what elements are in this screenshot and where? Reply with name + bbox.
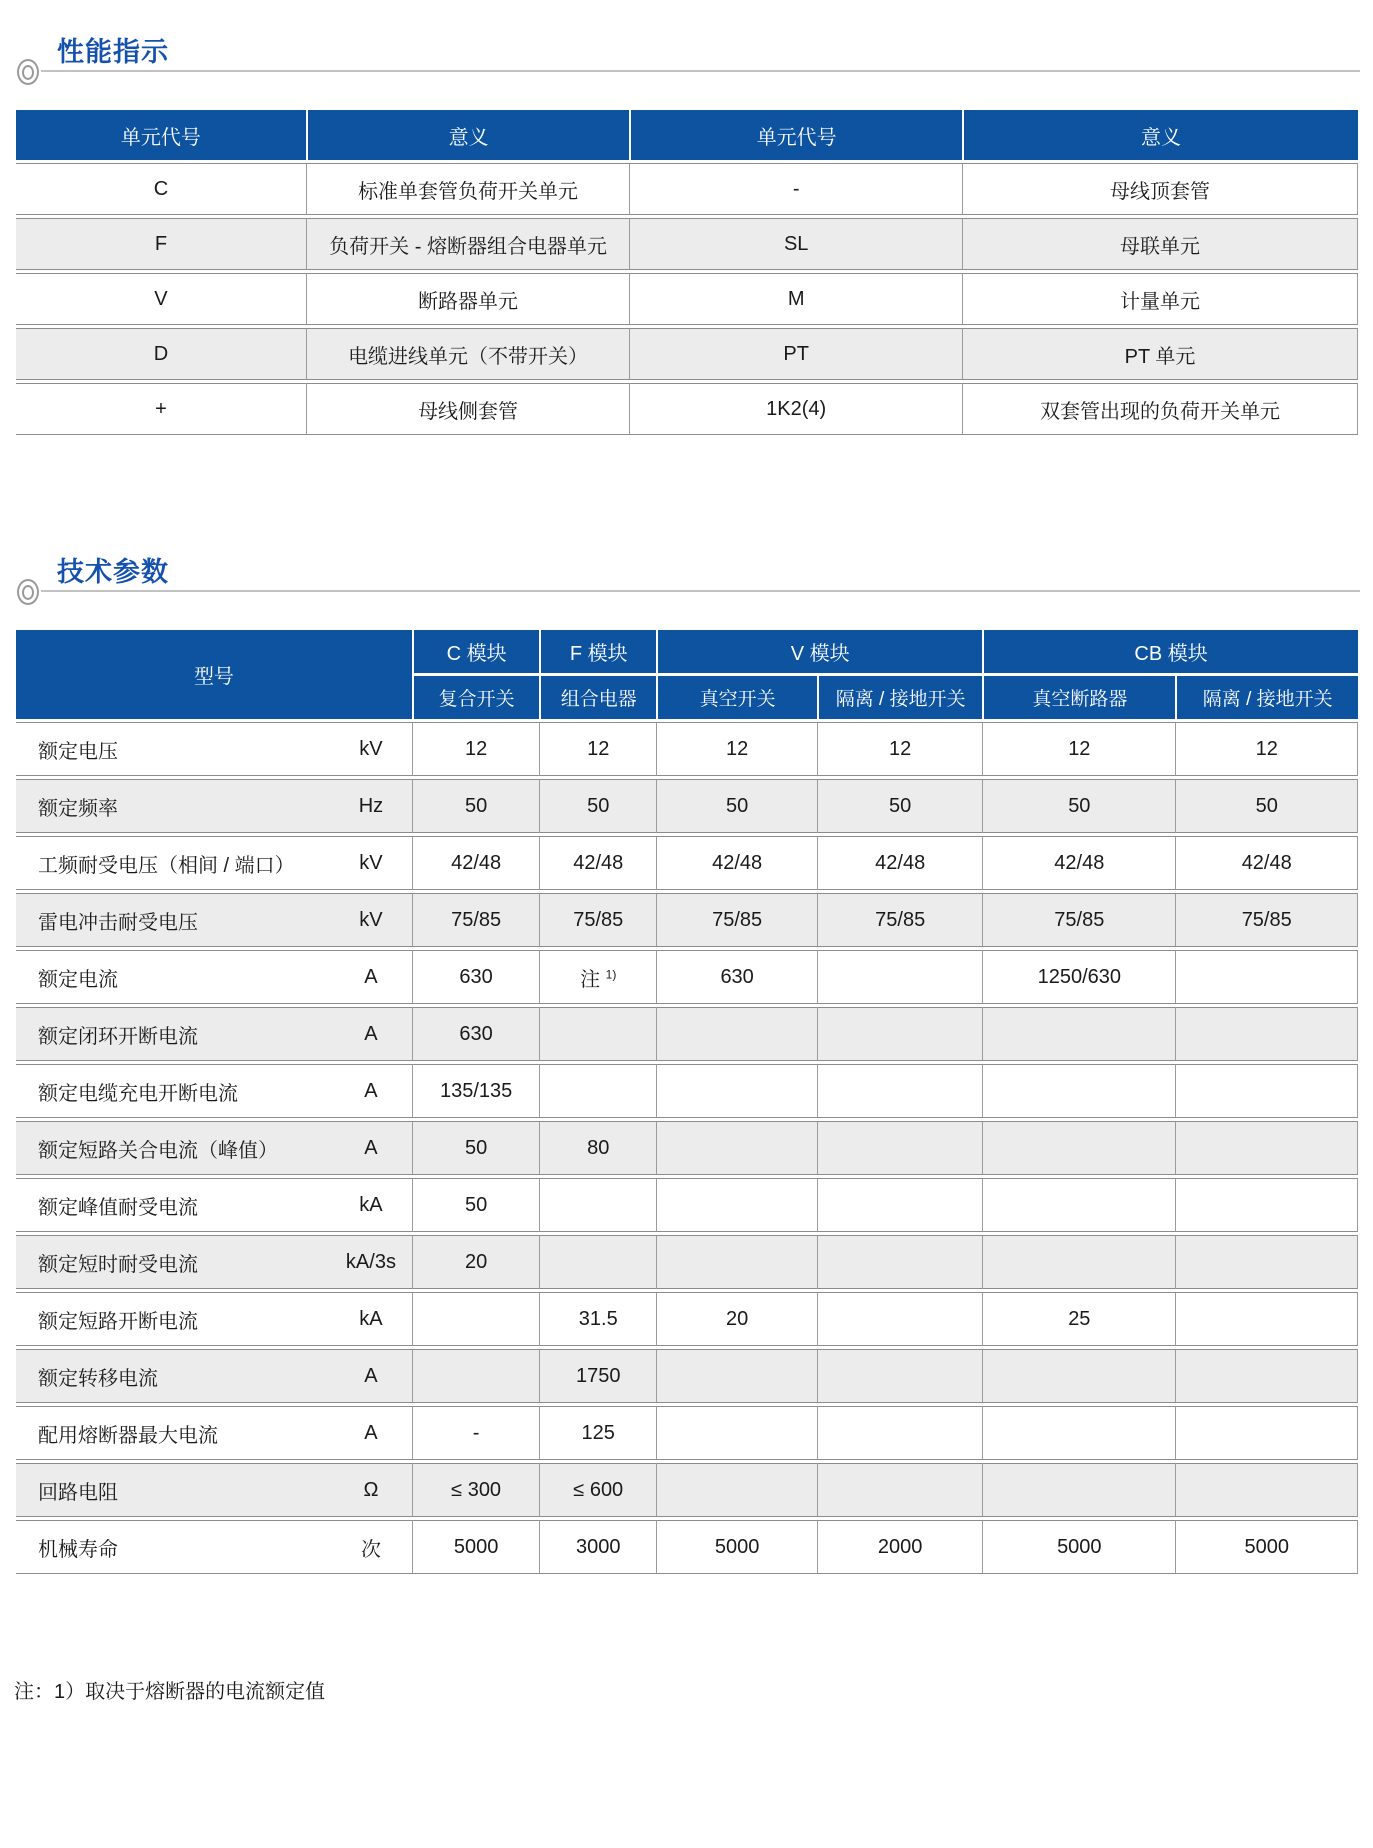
param-value-cell: 5000 [982,1520,1175,1574]
param-value-cell [817,1406,982,1460]
param-value-cell: 42/48 [982,836,1175,890]
tech-param-row [16,1121,1358,1175]
unit-code-table-body [16,163,1358,435]
param-name-cell: 额定短路开断电流 [16,1292,330,1346]
unit-code-table [16,107,1358,438]
param-value-cell [656,1235,817,1289]
param-value-cell [539,1178,656,1232]
sub-header-composite-switch: 复合开关 [412,676,539,719]
param-value-cell [656,1007,817,1061]
tech-param-row [16,1349,1358,1403]
param-value-cell [1175,1463,1358,1517]
param-value-cell [817,1121,982,1175]
param-value-cell [539,1064,656,1118]
param-value-cell: 注 $^{1)}$ [539,950,656,1004]
param-value-cell [1175,1292,1358,1346]
param-value-cell [1175,1406,1358,1460]
param-value-cell: 50 [539,779,656,833]
param-unit-cell: A [330,1349,412,1403]
column-header-meaning-2: 意义 [962,110,1358,160]
param-value-cell: 5000 [1175,1520,1358,1574]
tech-param-row [16,893,1358,947]
section-title-performance: 性能指示 [57,37,169,67]
param-value-cell [1175,1235,1358,1289]
param-name-cell: 机械寿命 [16,1520,330,1574]
unit-code-row [16,273,1358,325]
param-value-cell: 25 [982,1292,1175,1346]
unit-code-row [16,328,1358,380]
tech-param-row [16,1235,1358,1289]
param-value-cell: 42/48 [1175,836,1358,890]
param-value-cell [817,950,982,1004]
tech-param-row [16,1406,1358,1460]
param-value-cell: 12 [982,722,1175,776]
param-value-cell: 42/48 [656,836,817,890]
param-value-cell [656,1463,817,1517]
param-value-cell [412,1292,539,1346]
param-value-cell [656,1064,817,1118]
param-value-cell: 630 [656,950,817,1004]
param-name-cell: 配用熔断器最大电流 [16,1406,330,1460]
param-value-cell [982,1406,1175,1460]
param-unit-cell: 次 [330,1520,412,1574]
param-value-cell: 20 [412,1235,539,1289]
unit-code-row [16,218,1358,270]
param-value-cell [656,1121,817,1175]
param-unit-cell: kA/3s [330,1235,412,1289]
param-value-cell: 42/48 [817,836,982,890]
param-value-cell: 42/48 [539,836,656,890]
param-name-cell: 额定闭环开断电流 [16,1007,330,1061]
param-value-cell: 135/135 [412,1064,539,1118]
param-name-cell: 额定电缆充电开断电流 [16,1064,330,1118]
param-name-cell: 额定峰值耐受电流 [16,1178,330,1232]
group-header-c-module: C 模块 [412,630,539,673]
module-group-header-row [16,630,1358,673]
param-value-cell [982,1064,1175,1118]
unit-code-cell: 母联单元 [962,218,1358,270]
param-value-cell: 42/48 [412,836,539,890]
param-name-cell: 回路电阻 [16,1463,330,1517]
unit-code-cell: 电缆进线单元（不带开关） [306,328,629,380]
section-divider-line [41,590,1360,592]
param-value-cell: 630 [412,1007,539,1061]
param-value-cell [817,1463,982,1517]
param-unit-cell: Hz [330,779,412,833]
param-unit-cell: kV [330,893,412,947]
param-unit-cell: Ω [330,1463,412,1517]
param-value-cell [817,1178,982,1232]
param-value-cell: 50 [412,1178,539,1232]
section-bullet-inner-ring [22,585,34,600]
param-value-cell [817,1064,982,1118]
unit-code-cell: + [16,383,306,435]
param-value-cell: 50 [656,779,817,833]
param-value-cell: ≤ 600 [539,1463,656,1517]
param-value-cell [982,1349,1175,1403]
param-unit-cell: kV [330,836,412,890]
unit-code-cell: F [16,218,306,270]
param-value-cell: 50 [1175,779,1358,833]
unit-code-cell: C [16,163,306,215]
param-unit-cell: A [330,1007,412,1061]
param-value-cell [817,1349,982,1403]
tech-params-table-body [16,722,1358,1574]
param-value-cell: 75/85 [656,893,817,947]
unit-code-cell: M [629,273,962,325]
column-header-meaning-1: 意义 [306,110,629,160]
param-value-cell: 630 [412,950,539,1004]
param-value-cell: 75/85 [1175,893,1358,947]
param-value-cell [817,1292,982,1346]
param-value-cell: 50 [982,779,1175,833]
unit-code-cell: 负荷开关 - 熔断器组合电器单元 [306,218,629,270]
param-value-cell: 75/85 [982,893,1175,947]
param-value-cell: 12 [817,722,982,776]
param-value-cell [656,1349,817,1403]
param-value-cell [982,1121,1175,1175]
tech-params-table [16,627,1358,1577]
unit-code-cell: V [16,273,306,325]
unit-code-row [16,163,1358,215]
unit-code-cell: - [629,163,962,215]
sub-header-disconnector-earthing-switch-v: 隔离 / 接地开关 [817,676,982,719]
tech-param-row [16,1463,1358,1517]
param-value-cell: 2000 [817,1520,982,1574]
param-value-cell: 80 [539,1121,656,1175]
tech-param-row [16,1064,1358,1118]
tech-param-row [16,836,1358,890]
param-value-cell: 50 [412,779,539,833]
unit-code-cell: SL [629,218,962,270]
param-value-cell: 50 [412,1121,539,1175]
tech-param-row [16,722,1358,776]
param-value-cell [982,1007,1175,1061]
footnote-marker: 1) [605,966,617,981]
column-header-unit-code-1: 单元代号 [16,110,306,160]
param-value-cell [982,1235,1175,1289]
group-header-v-module: V 模块 [656,630,982,673]
param-value-cell: ≤ 300 [412,1463,539,1517]
param-unit-cell: kV [330,722,412,776]
sub-header-disconnector-earthing-switch-cb: 隔离 / 接地开关 [1175,676,1358,719]
param-value-cell: 75/85 [539,893,656,947]
column-header-unit-code-2: 单元代号 [629,110,962,160]
param-value-cell [1175,1178,1358,1232]
tech-param-row [16,1520,1358,1574]
param-value-cell [982,1178,1175,1232]
tech-param-row [16,1292,1358,1346]
unit-code-cell: 标准单套管负荷开关单元 [306,163,629,215]
tech-param-row [16,779,1358,833]
sub-header-combination-apparatus: 组合电器 [539,676,656,719]
param-unit-cell: A [330,1406,412,1460]
param-value-cell: 12 [656,722,817,776]
param-value-cell: 12 [412,722,539,776]
unit-code-cell: PT [629,328,962,380]
footnote: 注：1）取决于熔断器的电流额定值 [14,1681,326,1703]
param-value-cell: 75/85 [412,893,539,947]
param-value-cell [412,1349,539,1403]
param-unit-cell: A [330,950,412,1004]
param-unit-cell: kA [330,1178,412,1232]
param-unit-cell: kA [330,1292,412,1346]
tech-param-row [16,1007,1358,1061]
param-value-cell [817,1235,982,1289]
param-name-cell: 额定短路关合电流（峰值） [16,1121,330,1175]
unit-code-cell: 母线侧套管 [306,383,629,435]
param-value-cell: 50 [817,779,982,833]
section-title-tech-params: 技术参数 [57,557,169,587]
param-value-cell [982,1463,1175,1517]
param-value-cell [656,1178,817,1232]
unit-code-cell: 计量单元 [962,273,1358,325]
param-value-cell [1175,1007,1358,1061]
param-value-cell [817,1007,982,1061]
param-value-cell [656,1406,817,1460]
param-value-cell: 12 [539,722,656,776]
unit-code-header-row [16,110,1358,160]
unit-code-cell: 断路器单元 [306,273,629,325]
param-value-cell [539,1235,656,1289]
param-name-cell: 额定转移电流 [16,1349,330,1403]
param-value-cell: 1250/630 [982,950,1175,1004]
param-name-cell: 额定频率 [16,779,330,833]
param-value-cell [1175,950,1358,1004]
param-unit-cell: A [330,1121,412,1175]
section-divider-line [41,70,1360,72]
param-value-cell [1175,1121,1358,1175]
param-value-cell: 5000 [656,1520,817,1574]
param-value-cell: 31.5 [539,1292,656,1346]
param-value-cell: - [412,1406,539,1460]
param-name-cell: 额定电压 [16,722,330,776]
unit-code-row [16,383,1358,435]
tech-param-row [16,1178,1358,1232]
group-header-cb-module: CB 模块 [982,630,1358,673]
param-name-cell: 额定电流 [16,950,330,1004]
param-unit-cell: A [330,1064,412,1118]
unit-code-cell: 母线顶套管 [962,163,1358,215]
param-value-cell [539,1007,656,1061]
column-header-model: 型号 [16,630,412,719]
param-name-cell: 额定短时耐受电流 [16,1235,330,1289]
section-bullet-icon [17,59,39,85]
param-value-cell: 5000 [412,1520,539,1574]
unit-code-cell: PT 单元 [962,328,1358,380]
unit-code-cell: 双套管出现的负荷开关单元 [962,383,1358,435]
param-value-cell: 3000 [539,1520,656,1574]
param-value-cell: 20 [656,1292,817,1346]
param-value-cell [1175,1064,1358,1118]
param-name-cell: 工频耐受电压（相间 / 端口） [16,836,330,890]
param-value-cell: 75/85 [817,893,982,947]
tech-param-row [16,950,1358,1004]
sub-header-vacuum-switch: 真空开关 [656,676,817,719]
param-value-cell: 1750 [539,1349,656,1403]
param-value-cell [1175,1349,1358,1403]
sub-header-vacuum-circuit-breaker: 真空断路器 [982,676,1175,719]
param-value-cell: 125 [539,1406,656,1460]
section-bullet-inner-ring [22,65,34,80]
param-value-cell: 12 [1175,722,1358,776]
param-name-cell: 雷电冲击耐受电压 [16,893,330,947]
unit-code-cell: 1K2(4) [629,383,962,435]
group-header-f-module: F 模块 [539,630,656,673]
section-bullet-icon [17,579,39,605]
unit-code-cell: D [16,328,306,380]
